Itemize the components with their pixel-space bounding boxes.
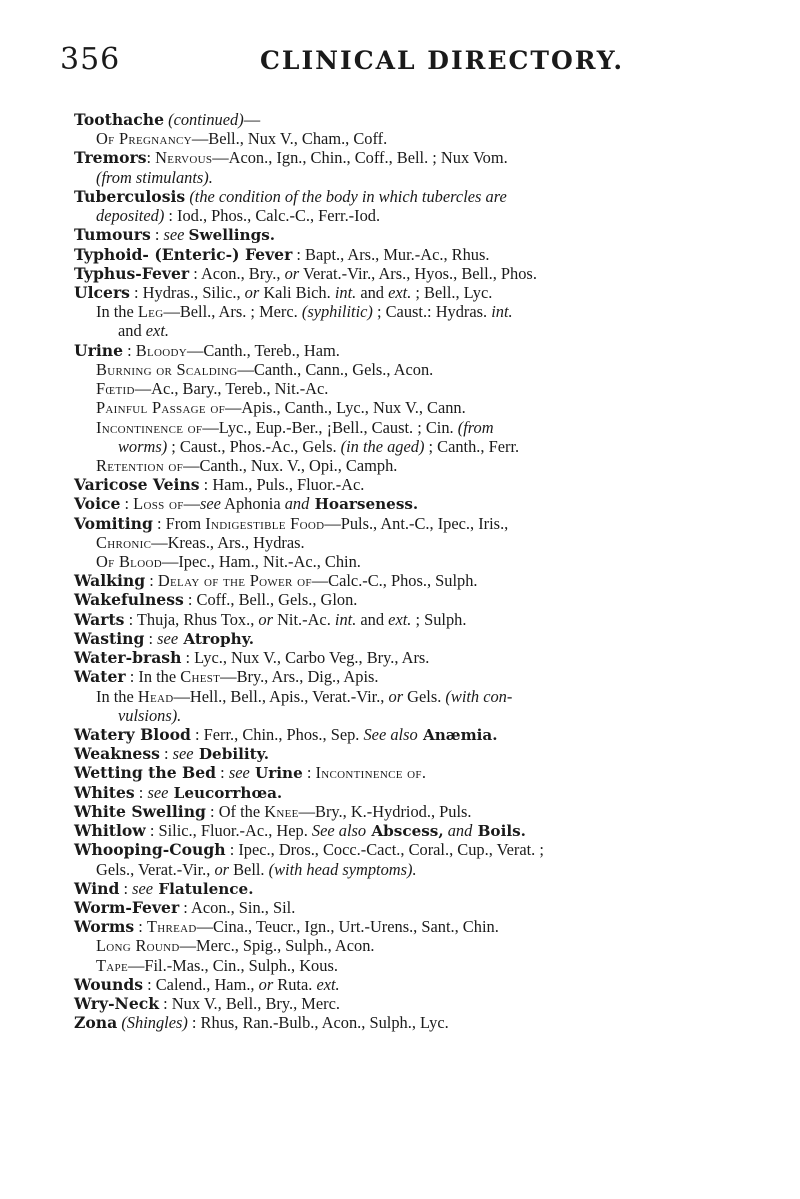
entry-text: —Hell., Bell., Apis., Verat.-Vir., [173,686,389,706]
entry-text: : [134,917,147,937]
entry-line [74,494,774,513]
entry-line [74,360,774,379]
entry-line [74,821,774,840]
entry-heading: Typhus-Fever [74,263,190,283]
entry-heading: Ulcers [74,282,130,302]
entry-text: : Coff., Bell., Gels., Glon. [183,590,358,610]
entry-heading: Warts [74,609,125,629]
entry-text: —Puls., Ant.-C., Ipec., Iris., [324,513,509,533]
entry-note: int. [334,282,357,302]
entry-heading: Wry-Neck [74,994,160,1014]
entry-text: Gels. [403,686,446,706]
entry-note: or [258,974,274,994]
entry-text: —Calc.-C., Phos., Sulph. [311,571,478,591]
subheading: Head [137,686,174,706]
entry-line [74,860,774,879]
cross-reference: Debility. [193,745,270,764]
entry-line [74,206,774,225]
entry-line [74,437,774,456]
entry-note: (from stimulants). [96,167,213,187]
page-number: 356 [60,42,121,77]
entry-note: (syphilitic) [301,302,373,322]
subheading: Indigestible Food [205,513,325,533]
entry-text: : Iod., Phos., Calc.-C., Ferr.-Iod. [164,206,381,226]
entry-text: In the [96,302,138,322]
entry-note: or [244,282,260,302]
entry-text: Nit.-Ac. [272,609,335,629]
entry-line [74,379,774,398]
entry-text: —Acon., Ign., Chin., Coff., Bell. ; Nux Vom. [212,148,508,168]
entry-text: and [356,609,389,629]
entry-line [74,687,774,706]
entry-heading: Varicose Veins [74,475,200,495]
entry-text: : Ham., Puls., Fluor.-Ac. [199,475,365,495]
entry-text: : [146,148,156,168]
entry-text: ; Caust.: Hydras. [372,302,492,322]
entry-heading: White Swelling [74,801,206,821]
entry-heading: Tumours [74,225,151,245]
see-reference: see [132,878,154,898]
see-reference: see [200,494,221,514]
entry-line [74,110,774,129]
entry-note: ext. [145,321,169,341]
entry-note: or [388,686,404,706]
entry-text: : Ferr., Chin., Phos., Sep. [190,725,364,744]
entry-note: ext. [388,609,412,629]
subheading: Tape [96,955,128,975]
entry-heading: Water [74,667,126,687]
entry-text: —Ac., Bary., Tereb., Nit.-Ac. [134,379,329,399]
entry-line [74,667,774,686]
entry-heading: Wasting [74,628,145,648]
subheading: Leg [137,302,164,322]
entry-text: : Nux V., Bell., Bry., Merc. [159,994,340,1014]
entry-text: : Acon., Sin., Sil. [179,897,296,917]
entry-line [74,783,774,802]
entry-line [74,148,774,167]
subheading: Delay of the Power of [157,571,312,591]
entry-text: ; Caust., Phos.-Ac., Gels. [167,436,341,456]
entry-heading: Wakefulness [74,590,184,610]
entry-text: : Hydras., Silic., [129,282,245,302]
entry-note: (with con- [445,686,513,706]
entry-heading: Whitlow [74,821,146,841]
entry-heading: Wounds [74,974,143,994]
entry-text: —Fil.-Mas., Cin., Sulph., Kous. [128,955,338,975]
subheading: Chest [180,667,221,687]
entry-text: : [302,763,316,783]
see-reference: see [147,782,169,802]
entry-text: : Thuja, Rhus Tox., [124,609,259,629]
entry-text: : [120,494,134,514]
entry-heading: Typhoid- (Enteric-) Fever [74,244,293,264]
entry-text: : [145,571,158,591]
entry-text: : Acon., Bry., [189,263,285,283]
entry-text: : Silic., Fluor.-Ac., Hep. [145,821,312,841]
entry-text: : [123,340,136,360]
entry-line [74,245,774,264]
cross-reference: Swellings. [188,226,276,245]
entry-text: : Of the [205,801,265,821]
see-reference: see [228,763,250,783]
entry-line [74,879,774,898]
entry-line [74,975,774,994]
subheading: Incontinence of [96,417,203,437]
entry-line [74,571,774,590]
entry-heading: Wetting the Bed [74,763,217,783]
entry-heading: Worm-Fever [74,897,180,917]
entry-line [74,590,774,609]
entry-line [74,956,774,975]
entry-text: : From [152,513,206,533]
entry-heading: Vomiting [74,513,153,533]
entry-text: In the [96,686,138,706]
see-reference: see [163,225,185,245]
entry-line [74,898,774,917]
entry-heading: Weakness [74,744,160,764]
entry-text: : Ipec., Dros., Cocc.-Cact., Coral., Cup., Verat. ; [225,840,544,860]
entry-line [74,341,774,360]
entry-heading: Water-brash [74,648,182,668]
subheading: Of Blood [96,552,162,572]
entry-line [74,994,774,1013]
entry-text: —Cina., Teucr., Ign., Urt.-Urens., Sant., Chin. [196,917,499,937]
entry-note: or [284,263,300,283]
entry-line [74,129,774,148]
entry-text: —Lyc., Eup.-Ber., ¡Bell., Caust. ; Cin. [202,417,458,437]
entry-text: ; Canth., Ferr. [424,436,520,456]
entry-text: —Bell., Nux V., Cham., Coff. [191,129,388,149]
entry-text: : [119,878,133,898]
subheading: Bloody [135,340,187,360]
entry-text: : [159,744,173,764]
entry-line [74,552,774,571]
cross-reference: Urine [249,764,303,783]
entry-text: Aphonia [220,494,285,514]
entry-note: int. [491,302,513,322]
see-reference: See also [363,725,418,744]
entry-line [74,648,774,667]
entry-heading: Toothache [74,110,165,129]
entry-line [74,514,774,533]
entry-line [74,475,774,494]
entry-note: (continued) [168,110,244,129]
entry-note: ext. [388,282,412,302]
entry-text: : [134,782,148,802]
subheading: Fœtid [96,379,135,399]
entry-line [74,725,774,744]
entry-line [74,264,774,283]
entry-text: —Bry., Ars., Dig., Apis. [220,667,379,687]
entry-text: —Canth., Cann., Gels., Acon. [237,359,434,379]
entry-text: : Rhus, Ran.-Bulb., Acon., Sulph., Lyc. [187,1013,449,1033]
entry-text: Ruta. [273,974,317,994]
entry-text: : [150,225,164,245]
entry-text: —Apis., Canth., Lyc., Nux V., Cann. [225,398,466,418]
entry-heading: Wind [74,878,120,898]
entry-text: ; Bell., Lyc. [411,282,493,302]
see-reference: See also [311,821,367,841]
see-reference: see [157,628,179,648]
entry-note: deposited) [96,206,165,226]
subheading: Long Round [96,936,180,956]
subheading: Incontinence of. [315,763,427,783]
entry-line [74,225,774,244]
entry-line [74,1013,774,1032]
entry-heading: Worms [74,917,135,937]
subheading: Burning or Scalding [96,359,238,379]
entry-text: —Merc., Spig., Sulph., Acon. [179,936,375,956]
subheading: Of Pregnancy [96,129,192,149]
entry-heading: Watery Blood [74,725,191,744]
entry-text: —Kreas., Ars., Hydras. [151,532,305,552]
entry-heading: Zona [74,1013,118,1033]
subheading: Nervous [155,148,213,168]
entry-line [74,168,774,187]
entry-heading: Tuberculosis [74,186,186,206]
entry-text: : [216,763,229,783]
entry-line [74,744,774,763]
entry-text: : Calend., Ham., [143,974,259,994]
entry-note: (Shingles) [121,1013,188,1033]
entry-heading: Tremors [74,148,147,168]
entry-note: (with head symptoms). [268,859,417,879]
entry-line [74,456,774,475]
entry-note: or [214,859,230,879]
entry-line [74,302,774,321]
entry-text: —Ipec., Ham., Nit.-Ac., Chin. [161,552,361,572]
entry-heading: Voice [74,494,121,514]
entry-note: vulsions). [118,705,182,725]
cross-reference: Hoarseness. [309,495,419,514]
entry-text: and [356,282,389,302]
entry-line [74,398,774,417]
entry-line [74,840,774,859]
entry-line [74,283,774,302]
entry-note: and [284,494,310,514]
entry-line [74,533,774,552]
entry-text: —Bell., Ars. ; Merc. [163,302,302,322]
subheading: Chronic [96,532,152,552]
entry-line [74,936,774,955]
subheading: Painful Passage of [96,398,226,418]
directory-entries [74,110,774,1033]
entry-heading: Urine [74,340,123,360]
subheading: Retention of [96,455,184,475]
cross-reference: Abscess, [366,822,444,841]
entry-note: (in the aged) [340,436,425,456]
entry-text: — [243,110,261,129]
entry-text: —Canth., Tereb., Ham. [186,340,340,360]
entry-text: — [183,494,201,514]
entry-line [74,917,774,936]
cross-reference: Flatulence. [153,879,254,898]
subheading: Knee [264,801,299,821]
entry-text: : [144,628,158,648]
entry-heading: Whites [74,782,135,802]
subheading: Loss of [133,494,184,514]
entry-text: : In the [125,667,181,687]
entry-text: Kali Bich. [259,282,335,302]
entry-note: and [443,821,473,841]
entry-line [74,629,774,648]
entry-note: or [258,609,273,629]
entry-heading: Walking [74,571,146,591]
entry-line [74,706,774,725]
entry-line [74,802,774,821]
page-header [60,42,760,86]
entry-note: int. [334,609,357,629]
entry-note: worms) [118,436,168,456]
entry-text: and [118,321,146,341]
entry-text: —Bry., K.-Hydriod., Puls. [298,801,472,821]
entry-text: : Bapt., Ars., Mur.-Ac., Rhus. [292,244,490,264]
running-title: CLINICAL DIRECTORY. [260,46,625,75]
entry-text: —Canth., Nux. V., Opi., Camph. [183,455,398,475]
cross-reference: Boils. [472,822,526,841]
entry-text: : Lyc., Nux V., Carbo Veg., Bry., Ars. [181,648,430,668]
entry-text: ; Sulph. [411,609,467,629]
cross-reference: Anæmia. [417,726,498,744]
entry-line [74,763,774,782]
entry-line [74,610,774,629]
entry-note: (from [457,417,494,437]
subheading: Thread [146,917,197,937]
entry-text: Verat.-Vir., Ars., Hyos., Bell., Phos. [299,263,537,283]
cross-reference: Atrophy. [178,629,255,648]
see-reference: see [172,744,194,764]
entry-line [74,418,774,437]
entry-note: (the condition of the body in which tubercles are [189,186,507,206]
entry-note: ext. [316,974,340,994]
entry-heading: Whooping-Cough [74,840,226,860]
entry-text: Bell. [229,859,269,879]
entry-line [74,321,774,340]
entry-text: Gels., Verat.-Vir., [96,859,215,879]
entry-line [74,187,774,206]
cross-reference: Leucorrhœa. [168,783,283,802]
